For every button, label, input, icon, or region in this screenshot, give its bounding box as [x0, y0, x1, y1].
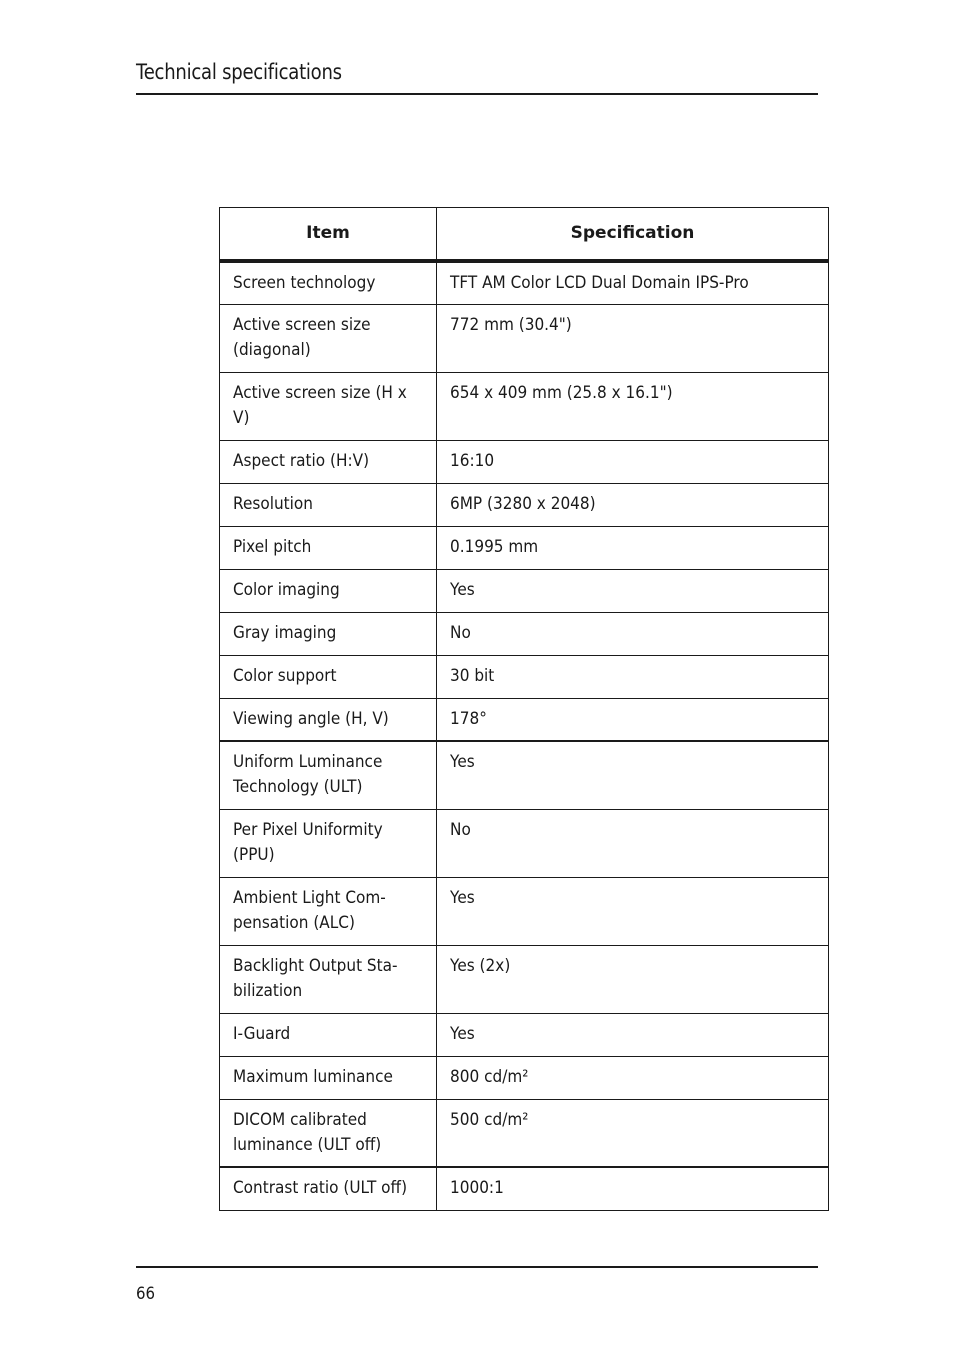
table-row	[220, 304, 829, 372]
item-cell: DICOM calibrated luminance (ULT off)	[220, 1099, 437, 1167]
table-row	[220, 1099, 829, 1167]
table-header-row	[220, 208, 829, 261]
table-row	[220, 612, 829, 655]
spec-cell: 6MP (3280 x 2048)	[437, 483, 829, 526]
item-cell: Resolution	[220, 483, 437, 526]
item-cell: Active screen size (diagonal)	[220, 304, 437, 372]
table-row	[220, 1167, 829, 1210]
table-row	[220, 655, 829, 698]
spec-cell: 178°	[437, 698, 829, 741]
item-cell: Screen technology	[220, 261, 437, 305]
spec-cell: 654 x 409 mm (25.8 x 16.1")	[437, 372, 829, 440]
section-title: Technical specifications	[136, 60, 342, 84]
table-row	[220, 1056, 829, 1099]
spec-cell: TFT AM Color LCD Dual Domain IPS-Pro	[437, 261, 829, 305]
item-cell: Maximum luminance	[220, 1056, 437, 1099]
item-cell: Color imaging	[220, 569, 437, 612]
specifications-table	[219, 207, 829, 1211]
item-cell: Pixel pitch	[220, 526, 437, 569]
table-row	[220, 1013, 829, 1056]
table-row	[220, 440, 829, 483]
item-cell: Ambient Light Com- pensation (ALC)	[220, 877, 437, 945]
item-cell: Backlight Output Sta- bilization	[220, 945, 437, 1013]
table-row	[220, 483, 829, 526]
column-header-item: Item	[220, 208, 437, 261]
footer-rule	[136, 1266, 818, 1268]
table-row	[220, 741, 829, 809]
spec-cell: Yes	[437, 741, 829, 809]
spec-cell: 800 cd/m²	[437, 1056, 829, 1099]
item-cell: Color support	[220, 655, 437, 698]
table-row	[220, 526, 829, 569]
spec-cell: 772 mm (30.4")	[437, 304, 829, 372]
item-cell: Active screen size (H x V)	[220, 372, 437, 440]
spec-cell: 500 cd/m²	[437, 1099, 829, 1167]
table-row	[220, 261, 829, 305]
item-cell: Viewing angle (H, V)	[220, 698, 437, 741]
table-row	[220, 698, 829, 741]
table-row	[220, 809, 829, 877]
spec-cell: No	[437, 809, 829, 877]
item-cell: Gray imaging	[220, 612, 437, 655]
item-cell: Aspect ratio (H:V)	[220, 440, 437, 483]
column-header-specification: Specification	[437, 208, 829, 261]
item-cell: Contrast ratio (ULT off)	[220, 1167, 437, 1210]
item-cell: Per Pixel Uniformity (PPU)	[220, 809, 437, 877]
spec-cell: 16:10	[437, 440, 829, 483]
table-row	[220, 945, 829, 1013]
spec-cell: No	[437, 612, 829, 655]
item-cell: I-Guard	[220, 1013, 437, 1056]
table-row	[220, 877, 829, 945]
table-row	[220, 372, 829, 440]
spec-cell: 1000:1	[437, 1167, 829, 1210]
spec-cell: 0.1995 mm	[437, 526, 829, 569]
table-row	[220, 569, 829, 612]
spec-cell: Yes (2x)	[437, 945, 829, 1013]
spec-cell: 30 bit	[437, 655, 829, 698]
spec-cell: Yes	[437, 569, 829, 612]
spec-cell: Yes	[437, 877, 829, 945]
page-number: 66	[136, 1284, 156, 1304]
item-cell: Uniform Luminance Technology (ULT)	[220, 741, 437, 809]
page-header	[136, 58, 818, 95]
spec-cell: Yes	[437, 1013, 829, 1056]
